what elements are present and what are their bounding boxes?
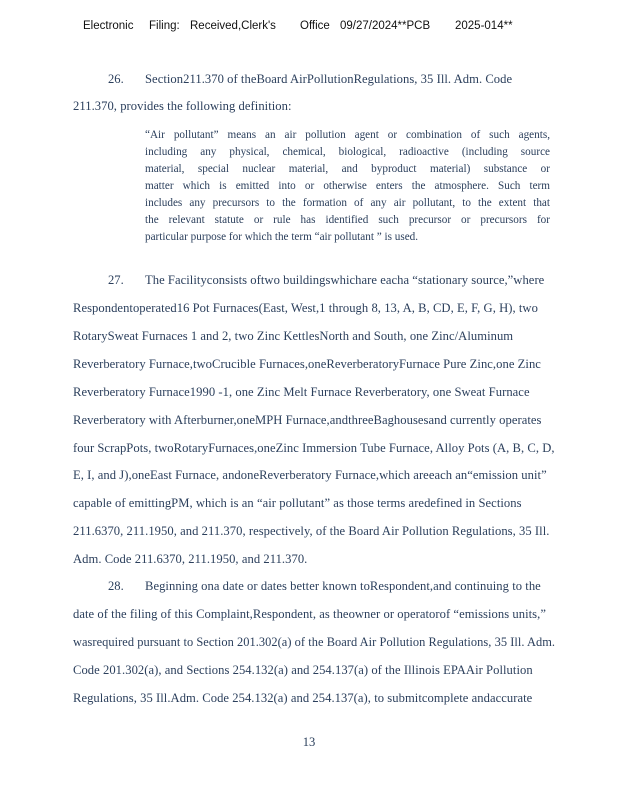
paragraph-26-line: 211.370, provides the following definition: [73, 99, 292, 113]
quote-line: particular purpose for which the term “air pollutant ” is used. [145, 231, 419, 243]
paragraph-28-line: Regulations, 35 Ill.Adm. Code 254.132(a) and 254.137(a), to submitcomplete andaccurate [73, 691, 533, 705]
header-received: Received,Clerk's [190, 20, 276, 32]
paragraph-28-line: date of the filing of this Complaint,Respondent, as theowner or operatorof “emissions units,” [73, 607, 546, 621]
paragraph-27-line: Respondentoperated16 Pot Furnaces(East, West,1 through 8, 13, A, B, CD, E, F, G, H), two [73, 301, 538, 315]
quote-line: including any physical, chemical, biological, radioactive (including source [145, 146, 550, 158]
paragraph-27-line: Reverberatory Furnace1990 -1, one Zinc Melt Furnace Reverberatory, one Sweat Furnace [73, 385, 530, 399]
header-filing: Filing: [149, 20, 180, 32]
header-case: 2025-014** [455, 20, 513, 32]
quote-line: material, special nuclear material, and byproduct material) substance or [145, 163, 550, 175]
paragraph-27-line: The Facilityconsists oftwo buildingswhichare eacha “stationary source,”where [145, 273, 545, 287]
paragraph-26-number: 26. [108, 72, 124, 86]
paragraph-27-line: E, I, and J),oneEast Furnace, andoneReverberatory Furnace,which areeach an“emission unit” [73, 468, 547, 482]
paragraph-27-line: Reverberatory with Afterburner,oneMPH Furnace,andthreeBaghousesand currently operates [73, 413, 542, 427]
quote-line: matter which is emitted into or otherwise enters the atmosphere. Such term [145, 180, 550, 192]
quote-line: “Air pollutant” means an air pollution agent or combination of such agents, [145, 129, 550, 141]
paragraph-28-line: Code 201.302(a), and Sections 254.132(a) and 254.137(a) of the Illinois EPAAir Pollution [73, 663, 533, 677]
paragraph-28-line: wasrequired pursuant to Section 201.302(a) of the Board Air Pollution Regulations, 35 Ill. Adm. [73, 635, 556, 649]
header-date: 09/27/2024**PCB [340, 20, 431, 32]
header-office: Office [300, 20, 330, 32]
paragraph-27-line: RotarySweat Furnaces 1 and 2, two Zinc KettlesNorth and South, one Zinc/Aluminum [73, 329, 514, 343]
quote-line: includes any precursors to the formation of any air pollutant, to the extent that [145, 197, 550, 209]
paragraph-27-line: four ScrapPots, twoRotaryFurnaces,oneZinc Immersion Tube Furnace, Alloy Pots (A, B, C, D, [73, 441, 555, 455]
paragraph-27-line: Reverberatory Furnace,twoCrucible Furnaces,oneReverberatoryFurnace Pure Zinc,one Zinc [73, 357, 541, 371]
filing-header [83, 20, 603, 38]
paragraph-26-line: Section211.370 of theBoard AirPollutionRegulations, 35 Ill. Adm. Code [145, 72, 513, 86]
quote-line: the relevant statute or rule has identified such precursor or precursors for [145, 214, 550, 226]
paragraph-28-line: Beginning ona date or dates better known toRespondent,and continuing to the [145, 579, 541, 593]
paragraph-27-line: Adm. Code 211.6370, 211.1950, and 211.370. [73, 552, 308, 566]
paragraph-27-line: capable of emittingPM, which is an “air pollutant” as those terms aredefined in Sections [73, 496, 522, 510]
header-electronic: Electronic [83, 20, 134, 32]
paragraph-27-line: 211.6370, 211.1950, and 211.370, respectively, of the Board Air Pollution Regulations, 35 Ill. [73, 524, 550, 538]
paragraph-28-number: 28. [108, 579, 124, 593]
paragraph-27-number: 27. [108, 273, 124, 287]
page-number: 13 [302, 735, 316, 749]
